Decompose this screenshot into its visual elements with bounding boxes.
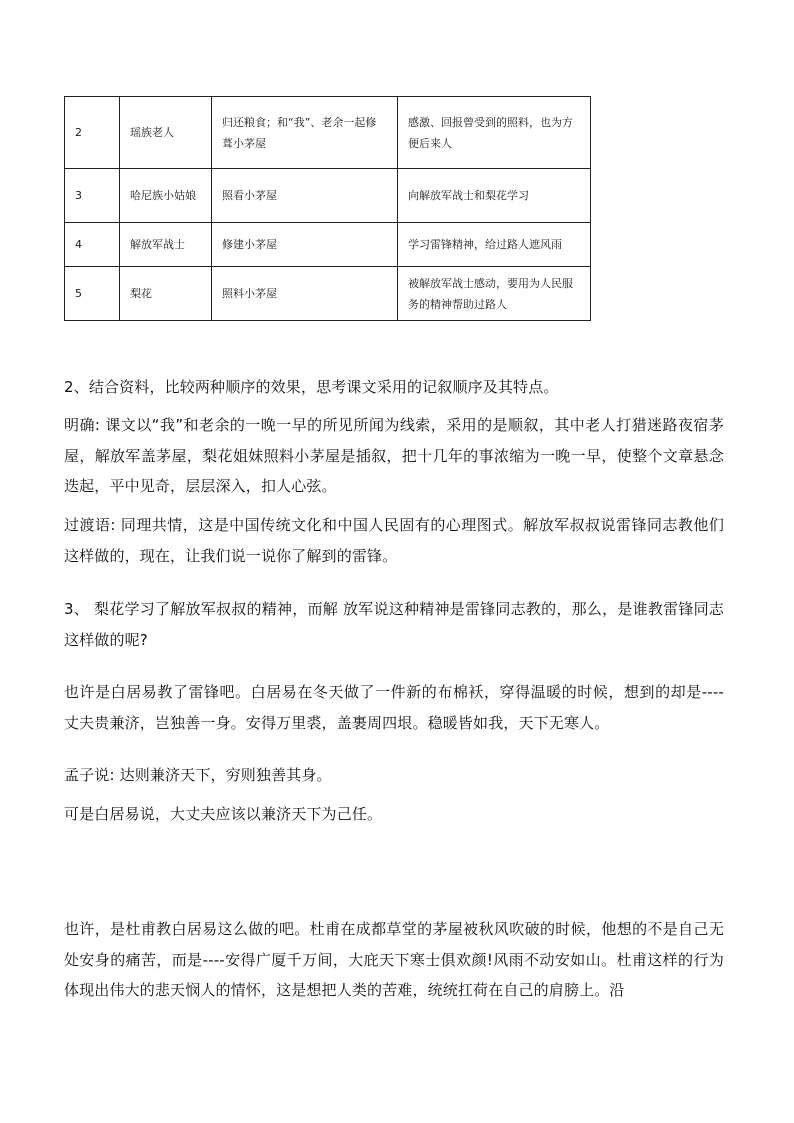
- row-number-cell: 3: [65, 169, 120, 223]
- question-3: 3、 梨花学习了解放军叔叔的精神，而解 放军说这种精神是雷锋同志教的，那么，是谁教雷锋同志这样做的呢?: [64, 600, 724, 649]
- person-cell: 梨花: [120, 267, 212, 321]
- action-cell: 照料小茅屋: [212, 267, 398, 321]
- action-cell: 修建小茅屋: [212, 223, 398, 267]
- bai-juyi-view: 可是白居易说，大丈夫应该以兼济天下为己任。: [64, 805, 383, 823]
- person-cell: 瑶族老人: [120, 97, 212, 169]
- table-row: [65, 97, 591, 169]
- table-row: [65, 223, 591, 267]
- transition-paragraph: 过渡语: 同理共情，这是中国传统文化和中国人民固有的心理图式。解放军叔叔说雷锋同志教他们这样做的，现在，让我们说一说你了解到的雷锋。: [64, 516, 724, 565]
- row-number-cell: 2: [65, 97, 120, 169]
- row-number-cell: 5: [65, 267, 120, 321]
- question-2: 2、结合资料，比较两种顺序的效果，思考课文采用的记叙顺序及其特点。: [64, 378, 559, 396]
- action-cell: 归还粮食；和“我”、老余一起修葺小茅屋: [212, 97, 398, 169]
- row-number-cell: 4: [65, 223, 120, 267]
- action-cell: 照看小茅屋: [212, 169, 398, 223]
- person-cell: 解放军战士: [120, 223, 212, 267]
- reason-cell: 学习雷锋精神，给过路人遮风雨: [398, 223, 591, 267]
- du-fu-paragraph: 也许，是杜甫教白居易这么做的吧。杜甫在成都草堂的茅屋被秋风吹破的时候，他想的不是自己无处安身的痛苦，而是----安得广厦千万间，大庇天下寒士俱欢颜!风雨不动安如山。杜甫这样的行为体现出伟大的悲天悯人的情怀，这是想把人类的苦难，统统扛荷在自己的肩膀上。沿: [64, 920, 724, 999]
- answer-paragraph: 明确: 课文以“我”和老余的一晚一早的所见所闻为线索，采用的是顺叙，其中老人打猎迷路夜宿茅屋，解放军盖茅屋，梨花姐妹照料小茅屋是插叙，把十几年的事浓缩为一晚一早，使整个文章悬念迭起，平中见奇，层层深入，扣人心弦。: [64, 416, 724, 495]
- reason-cell: 感激、回报曾受到的照料，也为方便后来人: [398, 97, 591, 169]
- reason-cell: 向解放军战士和梨花学习: [398, 169, 591, 223]
- table-row: [65, 267, 591, 321]
- mencius-quote: 孟子说: 达则兼济天下，穷则独善其身。: [64, 766, 332, 784]
- bai-juyi-paragraph: 也许是白居易教了雷锋吧。白居易在冬天做了一件新的布棉袄，穿得温暖的时候，想到的却是---- 丈夫贵兼济，岂独善一身。安得万里裘，盖裹周四垠。稳暖皆如我，天下无寒人。: [64, 683, 724, 732]
- person-cell: 哈尼族小姑娘: [120, 169, 212, 223]
- reason-cell: 被解放军战士感动，要用为人民服务的精神帮助过路人: [398, 267, 591, 321]
- character-table: [64, 96, 591, 321]
- table-row: [65, 169, 591, 223]
